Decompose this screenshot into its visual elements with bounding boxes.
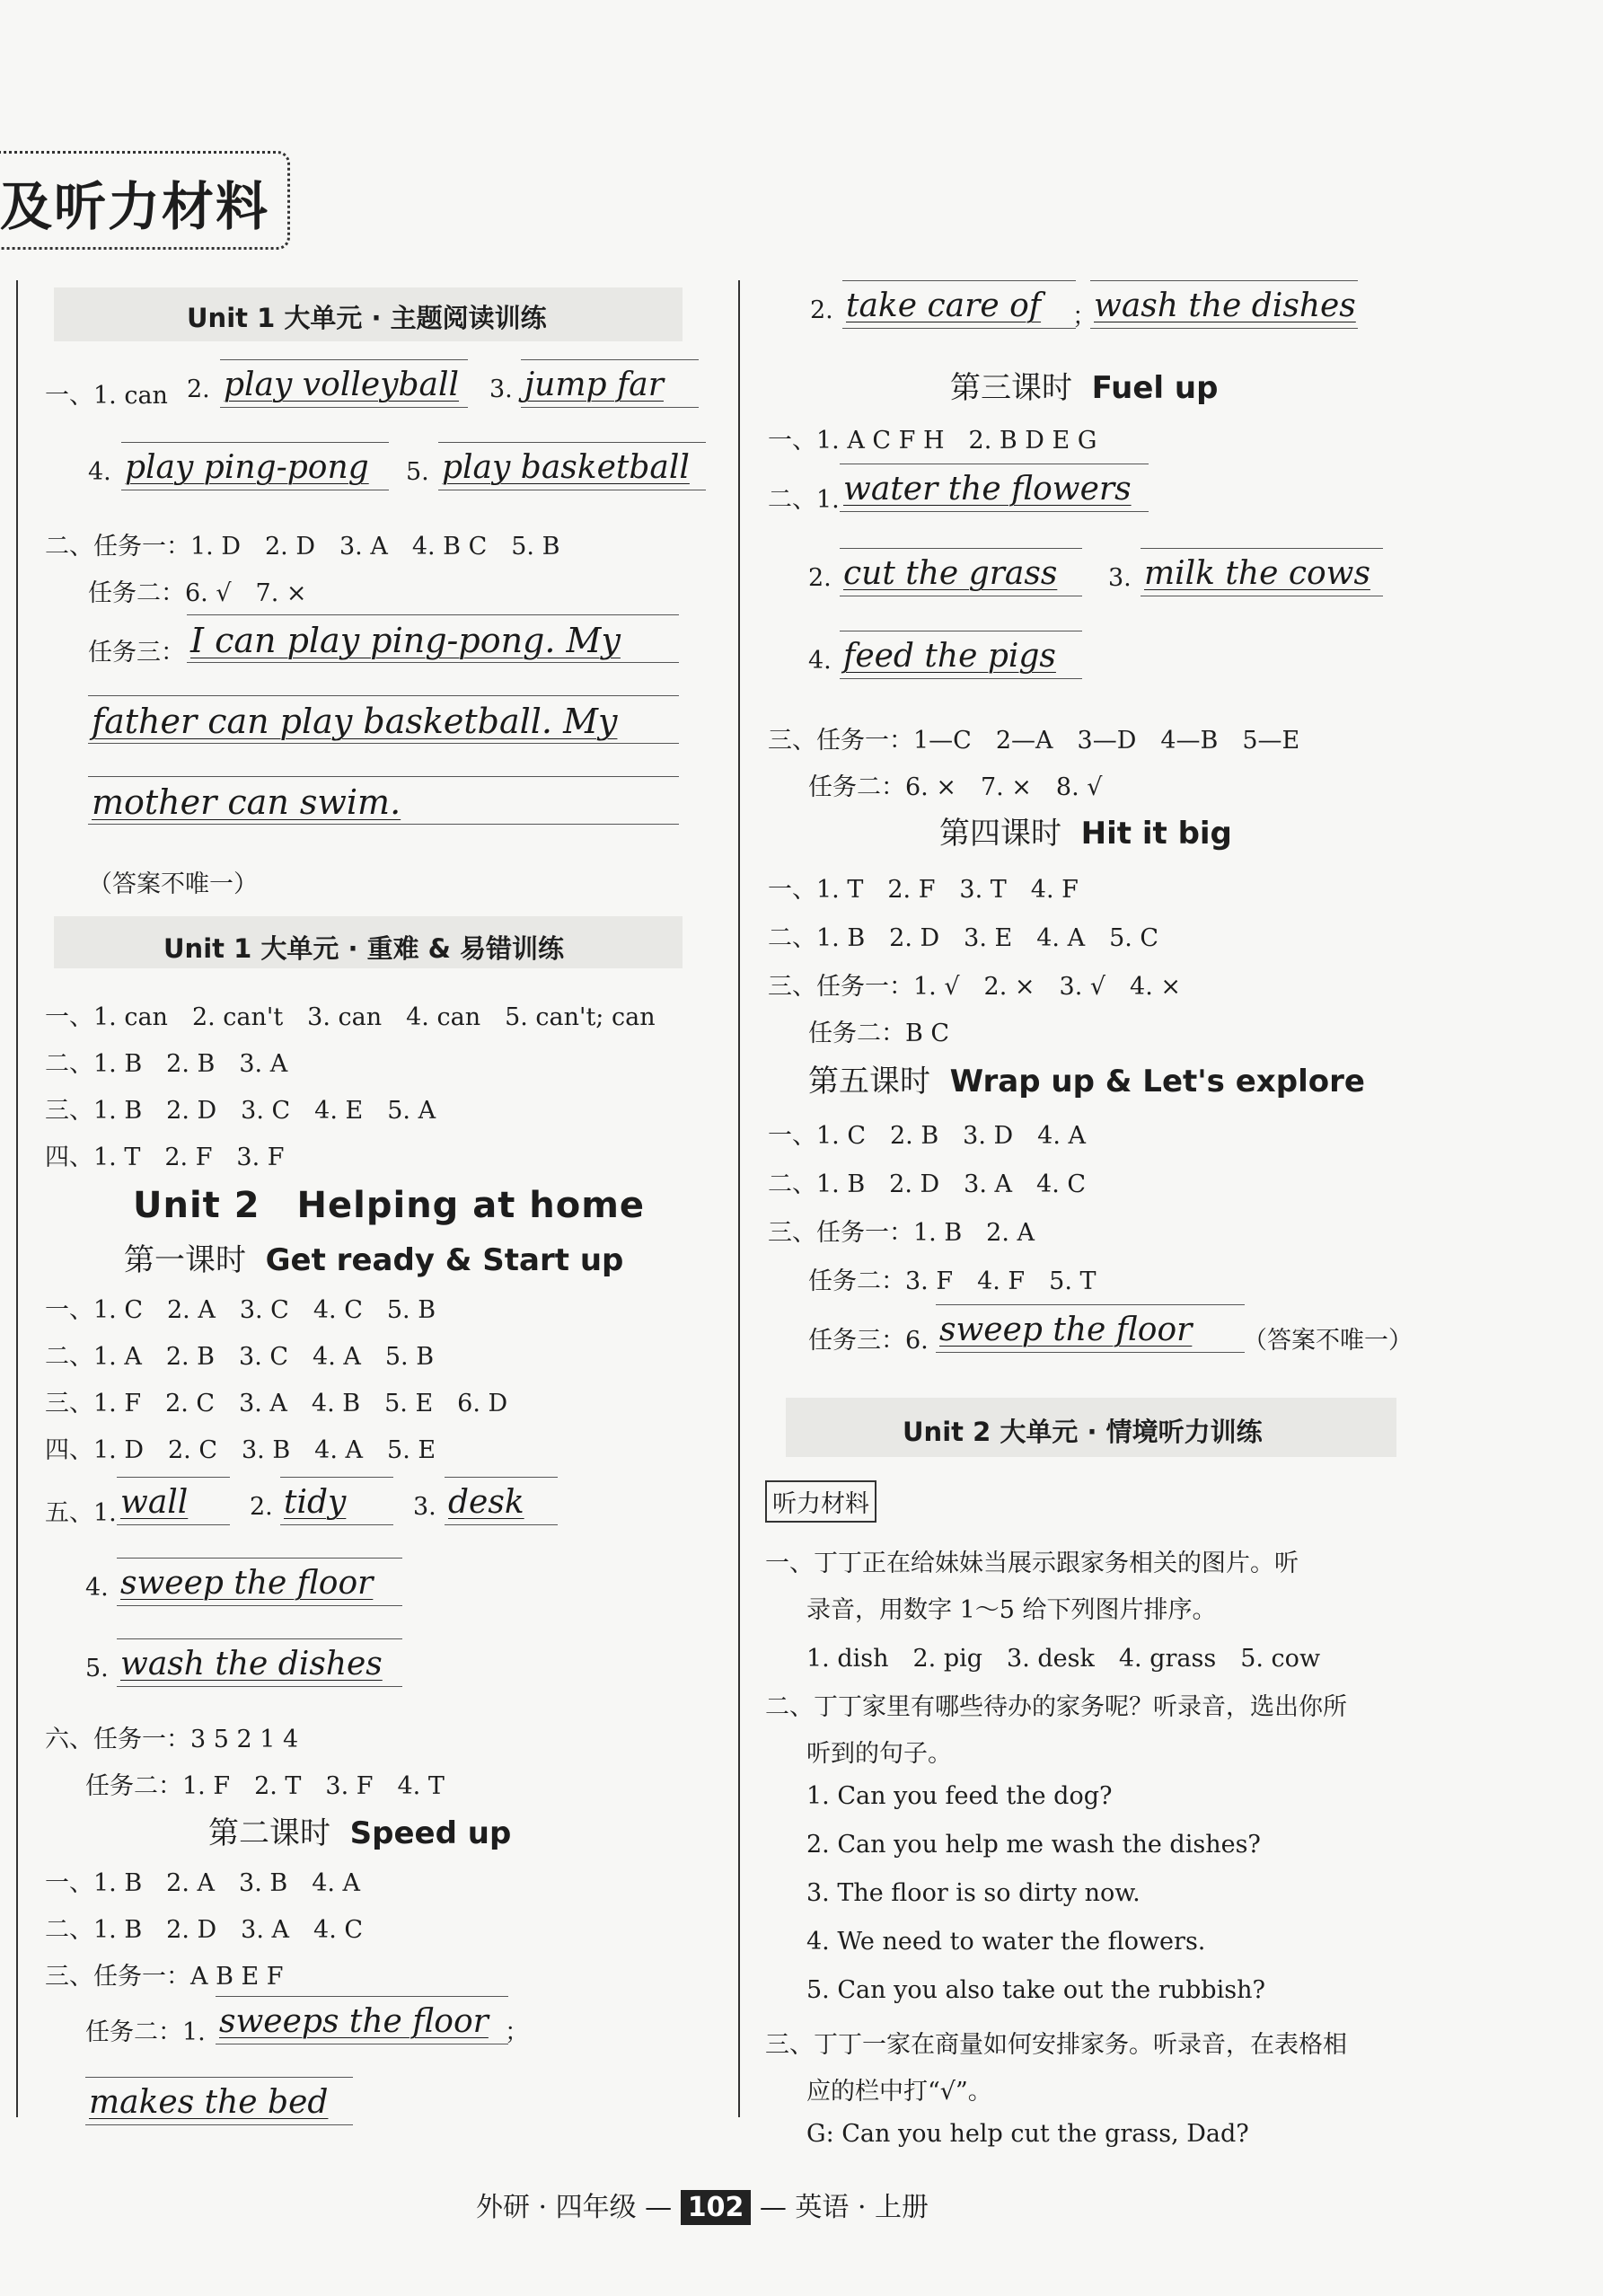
script-line: 1. dish 2. pig 3. desk 4. grass 5. cow: [806, 1645, 1321, 1673]
question-text: 三、丁丁一家在商量如何安排家务。听录音，在表格相: [765, 2031, 1347, 2059]
answer-line: 任务二：3. F 4. F 5. T: [808, 1267, 1097, 1295]
note: （答案不唯一）: [1243, 1327, 1413, 1355]
handwritten-answer: father can play basketball. My: [88, 695, 679, 744]
answer-line: 四、1. T 2. F 3. F: [45, 1144, 285, 1171]
separator: ；: [505, 2018, 529, 2046]
item-number: 2.: [250, 1493, 273, 1521]
question-text: 应的栏中打“√”。: [806, 2078, 992, 2106]
page-number: 102: [681, 2190, 752, 2225]
item-number: 5.: [85, 1655, 109, 1682]
question-text: 听到的句子。: [806, 1740, 952, 1768]
handwritten-answer: mother can swim.: [88, 776, 679, 825]
answer-line: 三、任务一：A B E F: [45, 1963, 284, 1991]
separator: ；: [1072, 303, 1097, 331]
script-line: 3. The floor is so dirty now.: [806, 1879, 1141, 1907]
answer-line: 二、1.: [768, 486, 840, 514]
answer-line: 二、1. B 2. B 3. A: [45, 1050, 288, 1078]
answer-line: 任务二：1. F 2. T 3. F 4. T: [85, 1772, 445, 1800]
script-line: 4. We need to water the flowers.: [806, 1928, 1206, 1956]
answer-line: 任务二：6. √ 7. ×: [88, 579, 307, 607]
answer-line: 三、任务一：1—C 2—A 3—D 4—B 5—E: [768, 727, 1300, 755]
column-divider: [738, 280, 740, 2117]
question-text: 二、丁丁家里有哪些待办的家务呢？听录音，选出你所: [765, 1693, 1347, 1721]
handwritten-answer: makes the bed: [85, 2077, 353, 2125]
answer-line: 一、1. T 2. F 3. T 4. F: [768, 876, 1079, 904]
task-label: 任务三：: [88, 639, 185, 667]
section-heading: Unit 1 大单元 · 重难 & 易错训练: [163, 933, 565, 964]
script-line: 1. Can you feed the dog?: [806, 1782, 1113, 1810]
item-number: 5.: [406, 458, 429, 486]
answer-line: 一、1. can 2. can't 3. can 4. can 5. can't; can: [45, 1003, 656, 1031]
question-text: 一、丁丁正在给妹妹当展示跟家务相关的图片。听: [765, 1550, 1299, 1577]
question-text: 录音，用数字 1～5 给下列图片排序。: [806, 1596, 1217, 1624]
answer-line: 二、1. B 2. D 3. E 4. A 5. C: [768, 924, 1159, 952]
item-number: 4.: [808, 647, 832, 675]
handwritten-answer: cut the grass: [840, 548, 1082, 596]
handwritten-answer: sweeps the floor: [216, 1996, 508, 2044]
listening-material-label: 听力材料: [765, 1480, 876, 1523]
handwritten-answer: wash the dishes: [117, 1638, 402, 1687]
handwritten-answer: take care of: [842, 280, 1076, 329]
answer-line: 二、1. A 2. B 3. C 4. A 5. B: [45, 1343, 435, 1371]
script-line: G: Can you help cut the grass, Dad?: [806, 2120, 1249, 2148]
item-number: 2.: [187, 375, 210, 403]
lesson-title: 第二课时 Speed up: [208, 1815, 512, 1851]
item-number: 3.: [489, 375, 513, 403]
answer-line: 六、任务一：3 5 2 1 4: [45, 1726, 299, 1753]
lesson-title: 第一课时 Get ready & Start up: [124, 1242, 624, 1278]
answer-line: 三、任务一：1. √ 2. × 3. √ 4. ×: [768, 973, 1182, 1001]
handwritten-answer: sweep the floor: [117, 1558, 402, 1606]
answer-line: 三、1. F 2. C 3. A 4. B 5. E 6. D: [45, 1390, 508, 1417]
section-heading: Unit 1 大单元 · 主题阅读训练: [187, 303, 547, 333]
handwritten-answer: jump far: [521, 359, 699, 408]
script-line: 5. Can you also take out the rubbish?: [806, 1976, 1265, 2004]
answer-line: 一、1. C 2. B 3. D 4. A: [768, 1122, 1087, 1150]
handwritten-answer: play basketball: [438, 442, 706, 490]
unit-title: Unit 2 Helping at home: [133, 1185, 646, 1226]
item-number: 4.: [88, 458, 111, 486]
handwritten-answer: tidy: [280, 1477, 393, 1525]
answer-line: 三、任务一：1. B 2. A: [768, 1219, 1035, 1247]
answer-line: 一、1. can: [45, 382, 168, 410]
left-margin-rule: [16, 280, 18, 2117]
item-number: 4.: [85, 1574, 109, 1602]
item-number: 2.: [808, 564, 832, 592]
handwritten-answer: wall: [117, 1477, 230, 1525]
section-heading: Unit 2 大单元 · 情境听力训练: [903, 1417, 1263, 1447]
handwritten-answer: water the flowers: [840, 464, 1149, 512]
item-number: 3.: [413, 1493, 436, 1521]
answer-line: 任务二：B C: [808, 1020, 950, 1047]
item-number: 3.: [1108, 564, 1132, 592]
script-line: 2. Can you help me wash the dishes?: [806, 1831, 1261, 1859]
task-label: 任务二：1.: [85, 2018, 206, 2046]
handwritten-answer: desk: [445, 1477, 558, 1525]
handwritten-answer: milk the cows: [1141, 548, 1383, 596]
answer-line: 五、1.: [45, 1499, 117, 1527]
lesson-title: 第四课时 Hit it big: [939, 816, 1232, 852]
task-label: 任务三：6.: [808, 1327, 929, 1355]
answer-line: 任务二：6. × 7. × 8. √: [808, 773, 1103, 801]
handwritten-answer: I can play ping-pong. My: [187, 614, 679, 663]
answer-line: 三、1. B 2. D 3. C 4. E 5. A: [45, 1097, 436, 1125]
answer-line: 四、1. D 2. C 3. B 4. A 5. E: [45, 1436, 436, 1464]
answer-line: 二、1. B 2. D 3. A 4. C: [768, 1170, 1087, 1198]
answer-line: 一、1. A C F H 2. B D E G: [768, 427, 1097, 455]
answer-line: 二、1. B 2. D 3. A 4. C: [45, 1916, 364, 1944]
page-title: 及听力材料: [0, 176, 270, 237]
note: （答案不唯一）: [88, 870, 258, 898]
footer-right: — 英语 · 上册: [759, 2192, 929, 2223]
handwritten-answer: play ping-pong: [121, 442, 389, 490]
lesson-title: 第三课时 Fuel up: [950, 370, 1219, 406]
answer-line: 一、1. C 2. A 3. C 4. C 5. B: [45, 1296, 436, 1324]
footer: [476, 2185, 929, 2224]
handwritten-answer: sweep the floor: [936, 1304, 1245, 1353]
handwritten-answer: feed the pigs: [840, 631, 1082, 679]
footer-left: 外研 · 四年级 —: [476, 2192, 673, 2223]
handwritten-answer: play volleyball: [220, 359, 468, 408]
answer-line: 一、1. B 2. A 3. B 4. A: [45, 1869, 361, 1897]
lesson-title: 第五课时 Wrap up & Let's explore: [808, 1064, 1365, 1099]
handwritten-answer: wash the dishes: [1090, 280, 1358, 329]
item-number: 2.: [810, 296, 833, 324]
answer-line: 二、任务一：1. D 2. D 3. A 4. B C 5. B: [45, 533, 560, 561]
